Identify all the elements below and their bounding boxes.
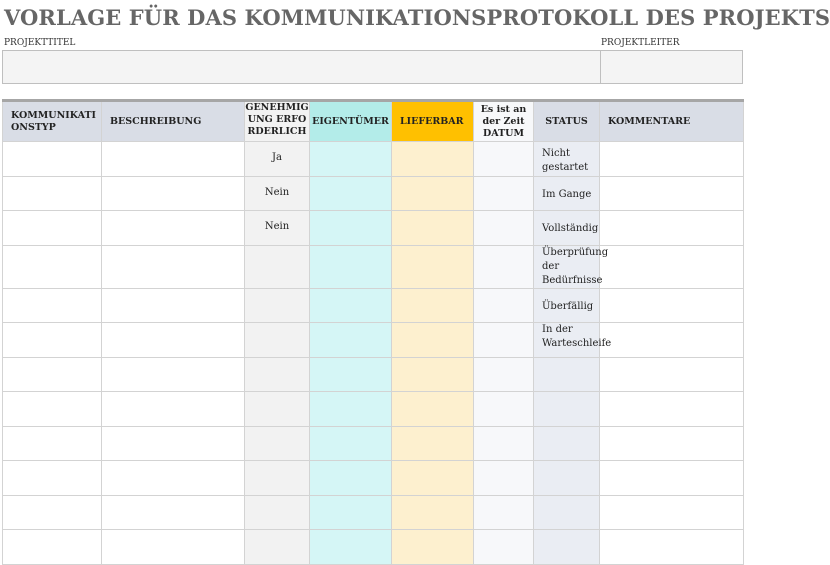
table-row (3, 245, 744, 288)
comments-cell[interactable] (600, 495, 744, 530)
description-cell[interactable] (102, 288, 245, 323)
header-comments: KOMMENTARE (600, 101, 744, 142)
status-cell[interactable]: Im Gange (534, 176, 600, 211)
communication-log-table (2, 99, 743, 565)
comments-cell[interactable] (600, 176, 744, 211)
required-cell[interactable] (245, 323, 310, 358)
required-cell[interactable] (245, 426, 310, 461)
type-cell[interactable] (3, 288, 102, 323)
due-date-cell[interactable] (474, 392, 534, 427)
type-cell[interactable] (3, 461, 102, 496)
table-row (3, 288, 744, 323)
required-cell[interactable] (245, 495, 310, 530)
deliverable-cell[interactable] (392, 495, 474, 530)
status-cell[interactable] (534, 530, 600, 565)
description-cell[interactable] (102, 495, 245, 530)
status-cell[interactable] (534, 461, 600, 496)
deliverable-cell[interactable] (392, 461, 474, 496)
deliverable-cell[interactable] (392, 530, 474, 565)
status-cell[interactable]: In der Warteschleife (534, 323, 600, 358)
description-cell[interactable] (102, 142, 245, 177)
deliverable-cell[interactable] (392, 357, 474, 392)
deliverable-cell[interactable] (392, 426, 474, 461)
required-cell[interactable] (245, 288, 310, 323)
status-cell[interactable]: Nicht gestartet (534, 142, 600, 177)
type-cell[interactable] (3, 530, 102, 565)
required-cell[interactable] (245, 357, 310, 392)
header-deliverable: LIEFERBAR (392, 101, 474, 142)
comments-cell[interactable] (600, 426, 744, 461)
required-cell[interactable]: Nein (245, 211, 310, 246)
type-cell[interactable] (3, 495, 102, 530)
status-cell[interactable] (534, 392, 600, 427)
owner-cell[interactable] (310, 288, 392, 323)
due-date-cell[interactable] (474, 357, 534, 392)
description-cell[interactable] (102, 357, 245, 392)
page-title: VORLAGE FÜR DAS KOMMUNIKATIONSPROTOKOLL DES PROJEKTS (4, 5, 830, 30)
type-cell[interactable] (3, 245, 102, 288)
required-cell[interactable]: Nein (245, 176, 310, 211)
table-row (3, 176, 744, 211)
description-cell[interactable] (102, 530, 245, 565)
due-date-cell[interactable] (474, 530, 534, 565)
comments-cell[interactable] (600, 211, 744, 246)
type-cell[interactable] (3, 142, 102, 177)
table-row (3, 461, 744, 496)
owner-cell[interactable] (310, 245, 392, 288)
table-row (3, 323, 744, 358)
status-cell[interactable]: Vollständig (534, 211, 600, 246)
due-date-cell[interactable] (474, 176, 534, 211)
due-date-cell[interactable] (474, 245, 534, 288)
owner-cell[interactable] (310, 142, 392, 177)
comments-cell[interactable] (600, 392, 744, 427)
due-date-cell[interactable] (474, 461, 534, 496)
status-cell[interactable]: Überprüfung der Bedürfnisse (534, 245, 600, 288)
description-cell[interactable] (102, 323, 245, 358)
table-row (3, 357, 744, 392)
header-description: BESCHREIBUNG (102, 101, 245, 142)
status-cell[interactable] (534, 495, 600, 530)
comments-cell[interactable] (600, 530, 744, 565)
table-row (3, 392, 744, 427)
comments-cell[interactable] (600, 142, 744, 177)
status-cell[interactable] (534, 357, 600, 392)
deliverable-cell[interactable] (392, 142, 474, 177)
due-date-cell[interactable] (474, 211, 534, 246)
comments-cell[interactable] (600, 323, 744, 358)
owner-cell[interactable] (310, 461, 392, 496)
owner-cell[interactable] (310, 530, 392, 565)
owner-cell[interactable] (310, 176, 392, 211)
due-date-cell[interactable] (474, 426, 534, 461)
table-header-row (3, 101, 744, 142)
type-cell[interactable] (3, 211, 102, 246)
type-cell[interactable] (3, 323, 102, 358)
project-lead-label: PROJEKTLEITER (601, 38, 680, 48)
description-cell[interactable] (102, 245, 245, 288)
deliverable-cell[interactable] (392, 288, 474, 323)
required-cell[interactable] (245, 245, 310, 288)
table-row (3, 211, 744, 246)
owner-cell[interactable] (310, 211, 392, 246)
owner-cell[interactable] (310, 426, 392, 461)
header-type: KOMMUNIKATIONSTYP (3, 101, 102, 142)
required-cell[interactable] (245, 392, 310, 427)
type-cell[interactable] (3, 176, 102, 211)
comments-cell[interactable] (600, 357, 744, 392)
comments-cell[interactable] (600, 461, 744, 496)
project-title-field[interactable] (2, 50, 601, 84)
deliverable-cell[interactable] (392, 245, 474, 288)
description-cell[interactable] (102, 211, 245, 246)
header-status: STATUS (534, 101, 600, 142)
comments-cell[interactable] (600, 245, 744, 288)
owner-cell[interactable] (310, 495, 392, 530)
deliverable-cell[interactable] (392, 392, 474, 427)
table-row (3, 530, 744, 565)
comments-cell[interactable] (600, 288, 744, 323)
header-due-date: Es ist an der Zeit DATUM (474, 101, 534, 142)
due-date-cell[interactable] (474, 495, 534, 530)
table-row (3, 426, 744, 461)
due-date-cell[interactable] (474, 288, 534, 323)
due-date-cell[interactable] (474, 323, 534, 358)
table-row (3, 142, 744, 177)
description-cell[interactable] (102, 392, 245, 427)
header-required: GENEHMIGUNG ERFORDERLICH (245, 101, 310, 142)
project-title-label: PROJEKTTITEL (4, 38, 76, 48)
header-owner: EIGENTÜMER (310, 101, 392, 142)
deliverable-cell[interactable] (392, 211, 474, 246)
description-cell[interactable] (102, 176, 245, 211)
description-cell[interactable] (102, 426, 245, 461)
type-cell[interactable] (3, 357, 102, 392)
deliverable-cell[interactable] (392, 323, 474, 358)
required-cell[interactable] (245, 461, 310, 496)
owner-cell[interactable] (310, 392, 392, 427)
status-cell[interactable]: Überfällig (534, 288, 600, 323)
owner-cell[interactable] (310, 323, 392, 358)
deliverable-cell[interactable] (392, 176, 474, 211)
table-row (3, 495, 744, 530)
type-cell[interactable] (3, 392, 102, 427)
type-cell[interactable] (3, 426, 102, 461)
due-date-cell[interactable] (474, 142, 534, 177)
required-cell[interactable]: Ja (245, 142, 310, 177)
required-cell[interactable] (245, 530, 310, 565)
owner-cell[interactable] (310, 357, 392, 392)
status-cell[interactable] (534, 426, 600, 461)
project-lead-field[interactable] (600, 50, 743, 84)
description-cell[interactable] (102, 461, 245, 496)
